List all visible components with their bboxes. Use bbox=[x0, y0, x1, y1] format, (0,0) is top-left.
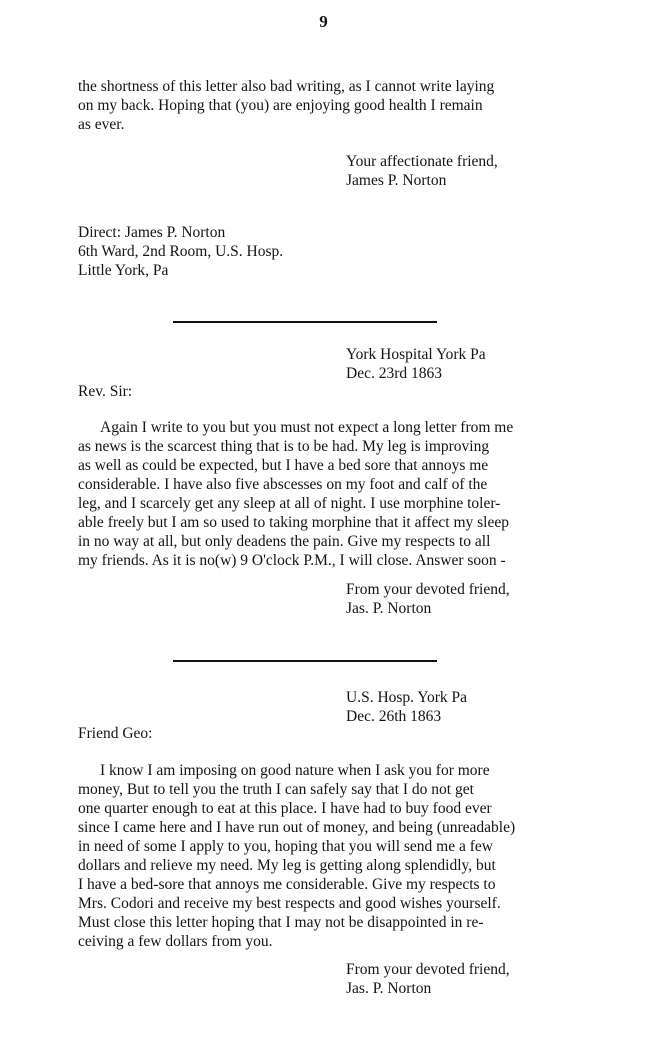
body-line: leg, and I scarcely get any sleep at all of night. I use morphine toler- bbox=[78, 495, 501, 512]
signature: Jas. P. Norton bbox=[346, 600, 432, 617]
address-line: 6th Ward, 2nd Room, U.S. Hosp. bbox=[78, 243, 284, 260]
body-line: as well as could be expected, but I have a bed sore that annoys me bbox=[78, 457, 489, 474]
body-line: since I came here and I have run out of money, and being (unreadable) bbox=[78, 819, 516, 836]
body-line: in need of some I apply to you, hoping that you will send me a few bbox=[78, 838, 493, 855]
separator-rule bbox=[173, 660, 437, 662]
body-line: considerable. I have also five abscesses on my foot and calf of the bbox=[78, 476, 488, 493]
body-line: money, But to tell you the truth I can safely say that I do not get bbox=[78, 781, 474, 798]
body-line: I know I am imposing on good nature when I ask you for more bbox=[100, 762, 490, 779]
closing: From your devoted friend, bbox=[346, 581, 510, 598]
body-line: ceiving a few dollars from you. bbox=[78, 933, 273, 950]
closing: Your affectionate friend, bbox=[346, 153, 498, 170]
date: Dec. 26th 1863 bbox=[346, 708, 442, 725]
body-line: one quarter enough to eat at this place. I have had to buy food ever bbox=[78, 800, 492, 817]
separator-rule bbox=[173, 321, 437, 323]
page-number: 9 bbox=[319, 12, 328, 31]
letter3-salutation: Friend Geo: bbox=[78, 725, 153, 742]
letter3-body bbox=[78, 761, 578, 951]
letter2-body bbox=[78, 418, 578, 570]
body-line: Must close this letter hoping that I may not be disappointed in re- bbox=[78, 914, 484, 931]
letter2-heading bbox=[346, 345, 606, 383]
body-line: my friends. As it is no(w) 9 O'clock P.M., I will close. Answer soon - bbox=[78, 552, 506, 569]
signature: James P. Norton bbox=[346, 172, 447, 189]
place: York Hospital York Pa bbox=[346, 346, 486, 363]
body-line: on my back. Hoping that (you) are enjoying good health I remain bbox=[78, 97, 483, 114]
letter2-salutation: Rev. Sir: bbox=[78, 383, 133, 400]
place: U.S. Hosp. York Pa bbox=[346, 689, 468, 706]
body-line: dollars and relieve my need. My leg is getting along splendidly, but bbox=[78, 857, 496, 874]
address-line: Direct: James P. Norton bbox=[78, 224, 226, 241]
letter1-continuation bbox=[78, 77, 578, 134]
address-line: Little York, Pa bbox=[78, 262, 169, 279]
date: Dec. 23rd 1863 bbox=[346, 365, 442, 382]
letter1-signoff bbox=[346, 152, 606, 190]
letter3-heading bbox=[346, 688, 606, 726]
body-line: Again I write to you but you must not expect a long letter from me bbox=[100, 419, 514, 436]
closing: From your devoted friend, bbox=[346, 961, 510, 978]
letter2-signoff bbox=[346, 580, 606, 618]
letter1-address bbox=[78, 223, 578, 280]
body-line: I have a bed-sore that annoys me considerable. Give my respects to bbox=[78, 876, 496, 893]
body-line: the shortness of this letter also bad writing, as I cannot write laying bbox=[78, 78, 495, 95]
body-line: in no way at all, but only deadens the pain. Give my respects to all bbox=[78, 533, 491, 550]
signature: Jas. P. Norton bbox=[346, 980, 432, 997]
body-line: as news is the scarcest thing that is to be had. My leg is improving bbox=[78, 438, 490, 455]
body-line: as ever. bbox=[78, 116, 125, 133]
body-line: Mrs. Codori and receive my best respects and good wishes yourself. bbox=[78, 895, 501, 912]
body-line: able freely but I am so used to taking morphine that it affect my sleep bbox=[78, 514, 510, 531]
letter3-signoff bbox=[346, 960, 606, 998]
